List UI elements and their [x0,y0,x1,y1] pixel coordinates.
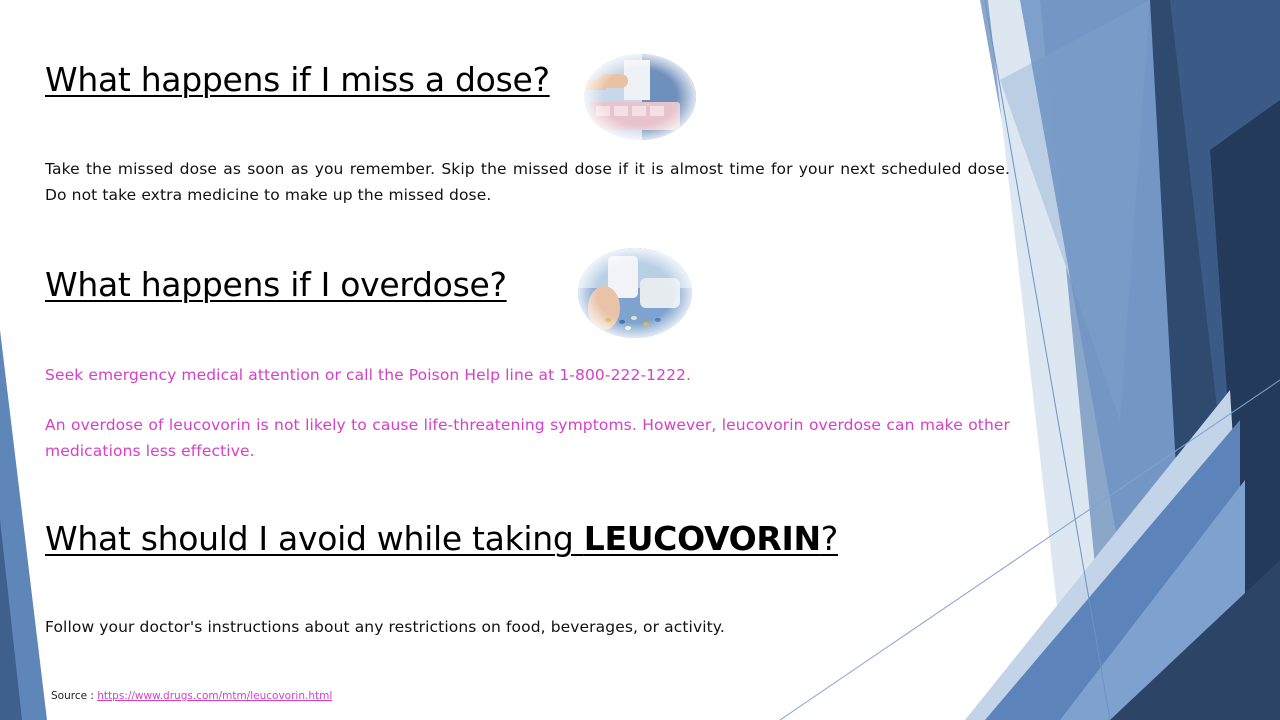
overdose-emergency-text: Seek emergency medical attention or call the Poison Help line at 1-800-222-1222. [45,366,692,384]
pills-in-hand-photo [578,248,692,338]
heading-missed-dose: What happens if I miss a dose? [45,60,550,99]
heading-avoid-suffix: ? [820,519,839,558]
source-citation [51,690,332,702]
overdose-effects-text: An overdose of leucovorin is not likely to cause life-threatening symptoms. However, leucovorin overdose can make other medications less effective. [45,416,1010,460]
source-label: Source : [51,690,98,702]
heading-avoid-prefix: What should I avoid while taking [45,519,584,558]
heading-overdose: What happens if I overdose? [45,265,507,304]
avoid-text: Follow your doctor's instructions about any restrictions on food, beverages, or activity. [45,618,725,636]
pill-organizer-photo [584,54,696,140]
source-link[interactable]: https://www.drugs.com/mtm/leucovorin.html [97,690,333,702]
heading-avoid-drug: LEUCOVORIN [583,519,821,558]
heading-avoid [45,519,838,559]
missed-dose-text: Take the missed dose as soon as you remember. Skip the missed dose if it is almost time for your next scheduled dose. Do not take extra medicine to make up the missed dose. [45,160,1010,204]
